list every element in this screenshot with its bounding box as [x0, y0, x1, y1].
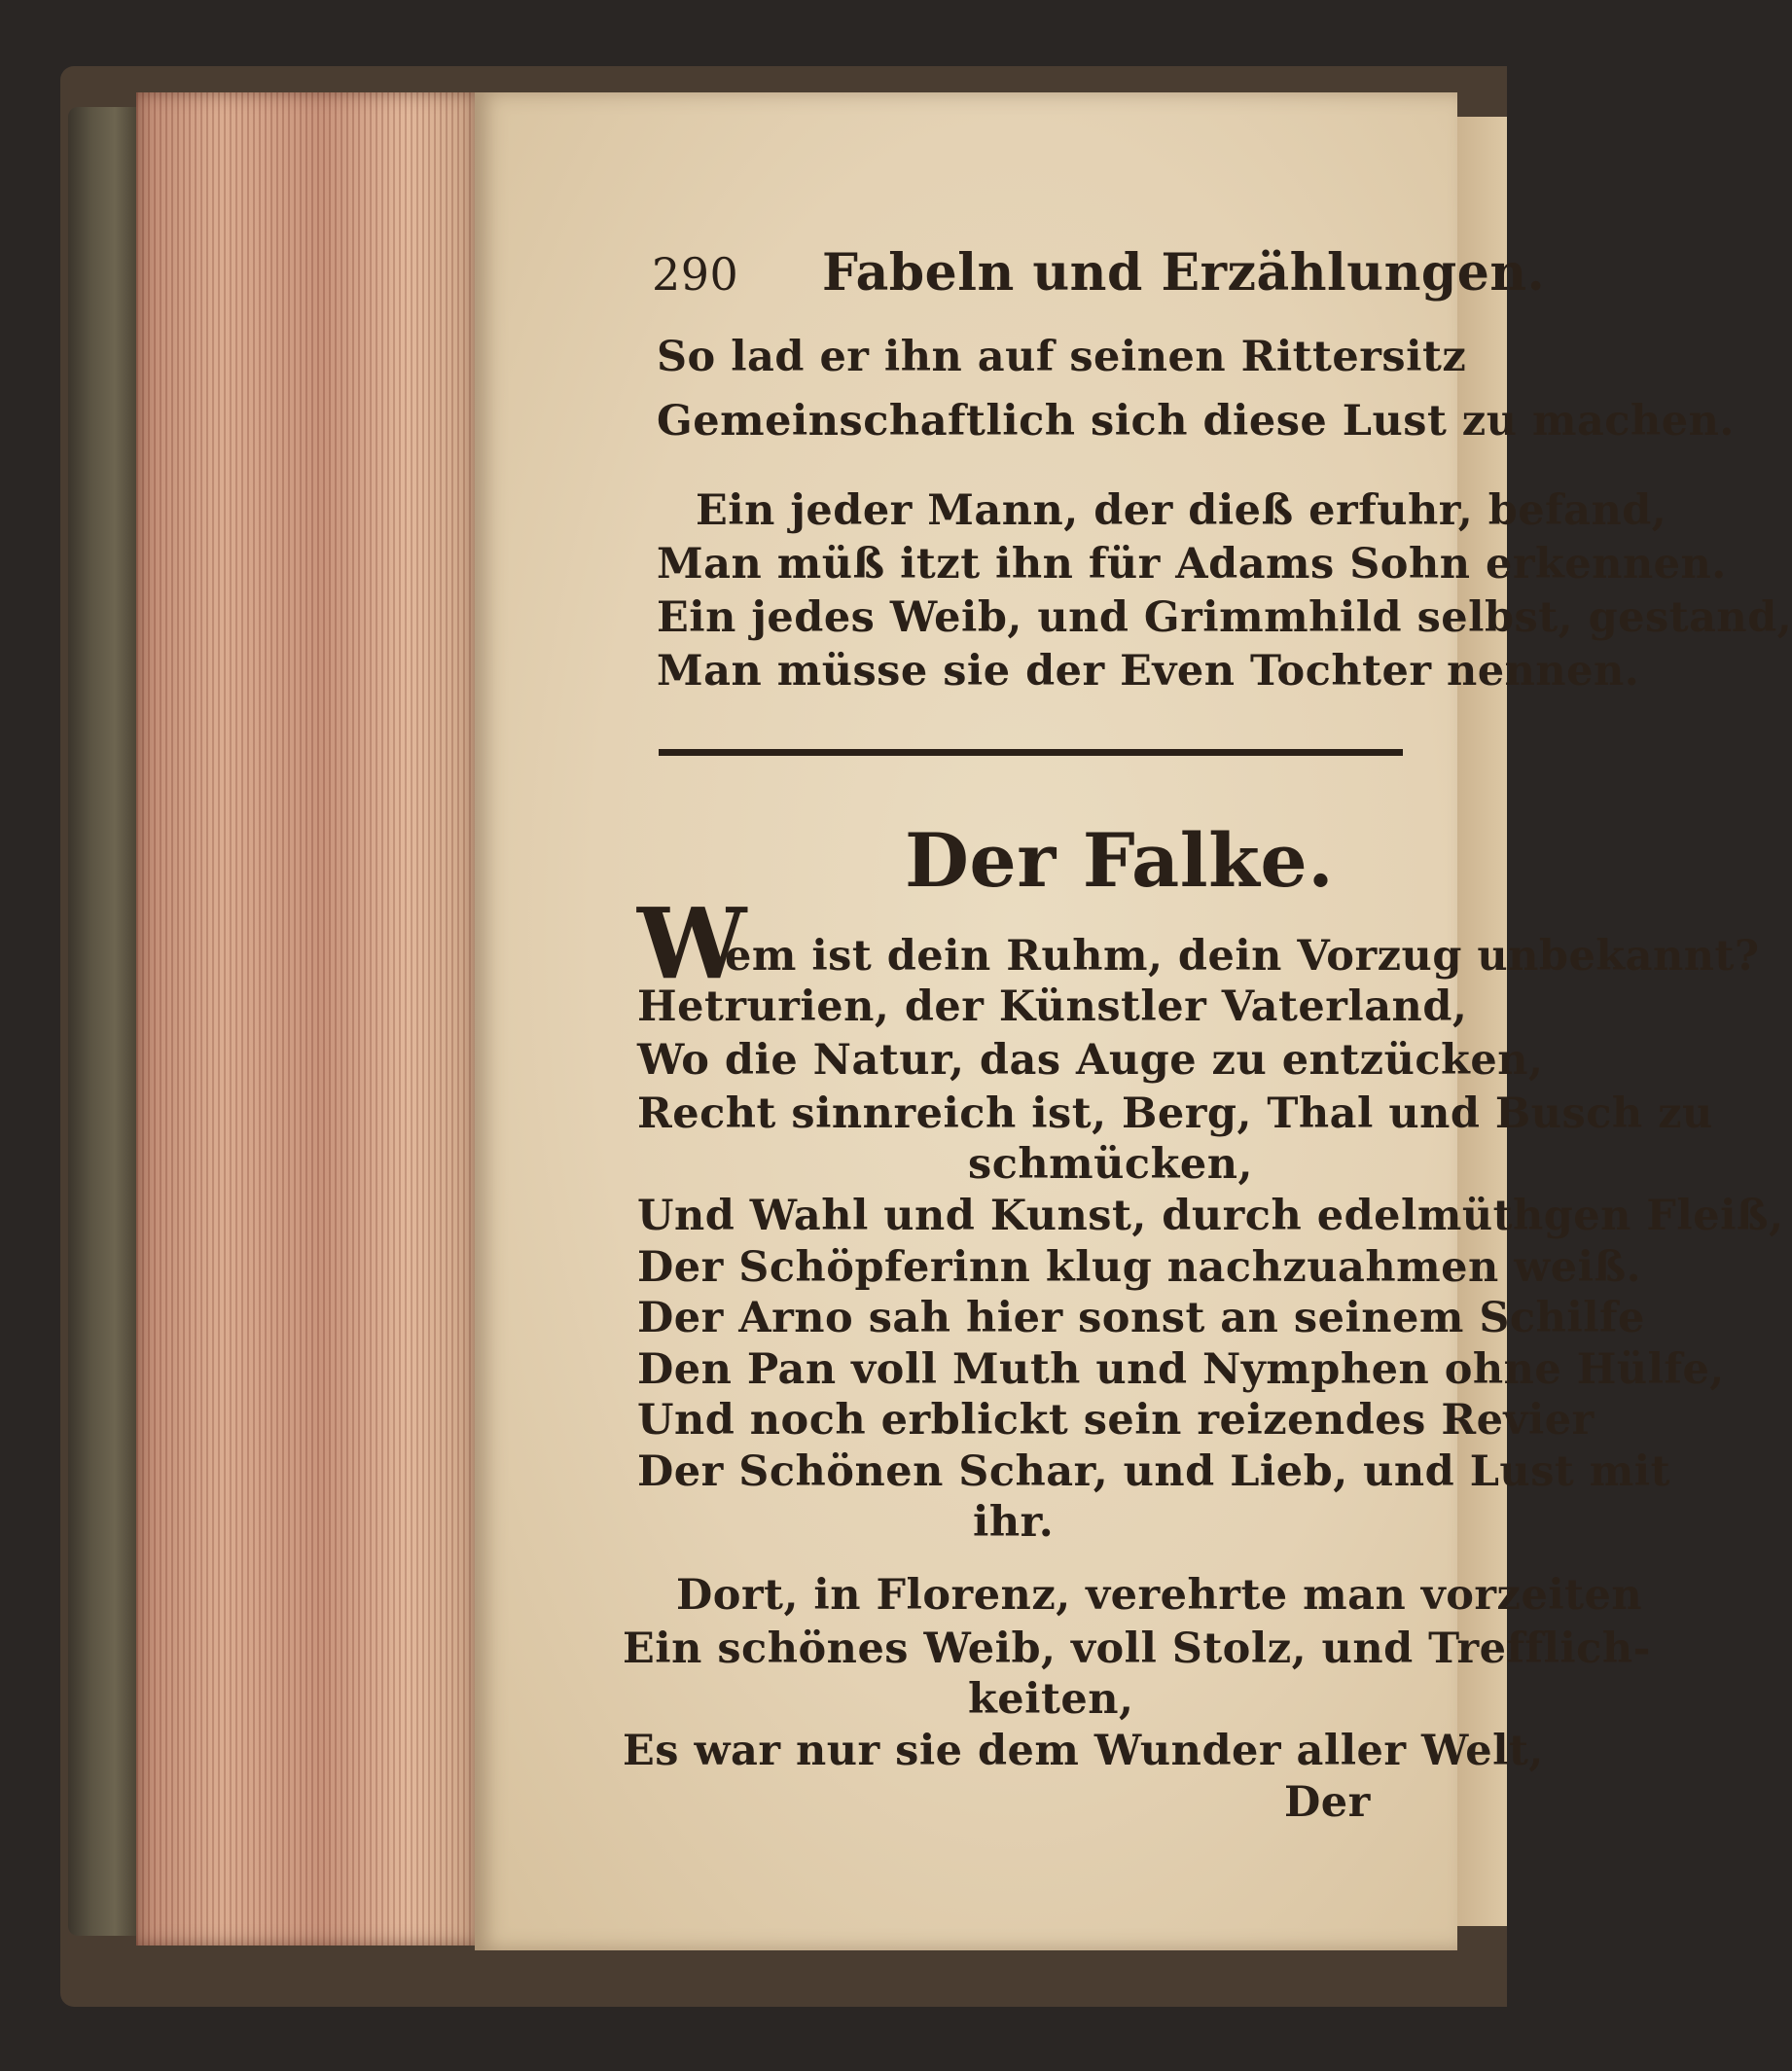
verse-line: em ist dein Ruhm, dein Vorzug unbekannt?	[725, 932, 1760, 981]
verse-line: Man müß itzt ihn für Adams Sohn erkennen.	[657, 540, 1727, 589]
verse-line: Es war nur sie dem Wunder aller Welt,	[623, 1727, 1544, 1775]
verse-line: Ein jeder Mann, der dieß erfuhr, befand,	[696, 486, 1667, 535]
running-header: Fabeln und Erzählungen.	[822, 243, 1546, 303]
drop-cap: W	[637, 886, 747, 1001]
verse-line: keiten,	[968, 1675, 1134, 1724]
verse-line: Der Schönen Schar, und Lieb, und Lust mit	[637, 1447, 1670, 1496]
page-number: 290	[652, 248, 739, 301]
verse-line: schmücken,	[968, 1140, 1253, 1189]
verse-line: Hetrurien, der Künstler Vaterland,	[637, 982, 1468, 1031]
catchword: Der	[1284, 1778, 1371, 1827]
verse-line: So lad er ihn auf seinen Rittersitz	[657, 333, 1467, 381]
verse-line: Und noch erblickt sein reizendes Revier	[637, 1396, 1595, 1445]
verse-line: Wo die Natur, das Auge zu entzücken,	[637, 1036, 1544, 1085]
verse-line: Der Schöpferinn klug nachzuahmen weiß.	[637, 1243, 1642, 1292]
verse-line: Dort, in Florenz, verehrte man vorzeiten	[676, 1571, 1643, 1620]
verse-line: Recht sinnreich ist, Berg, Thal und Busch zu	[637, 1089, 1713, 1138]
page-edges	[136, 92, 477, 1946]
verse-line: Und Wahl und Kunst, durch edelmüthgen Fleiß,	[637, 1192, 1784, 1240]
verse-line: Den Pan voll Muth und Nymphen ohne Hülfe,	[637, 1345, 1725, 1394]
book-spine	[68, 107, 146, 1936]
verse-line: Ein jedes Weib, und Grimmhild selbst, gestand,	[657, 593, 1792, 642]
verse-line: Gemeinschaftlich sich diese Lust zu machen.	[657, 397, 1735, 446]
verse-line: Man müsse sie der Even Tochter nennen.	[657, 647, 1640, 696]
poem-title: Der Falke.	[905, 817, 1335, 904]
verse-line: Ein schönes Weib, voll Stolz, und Trefflich-	[623, 1625, 1651, 1673]
verse-line: Der Arno sah hier sonst an seinem Schilfe	[637, 1294, 1645, 1342]
section-divider	[659, 749, 1403, 756]
verse-line: ihr.	[973, 1498, 1055, 1547]
